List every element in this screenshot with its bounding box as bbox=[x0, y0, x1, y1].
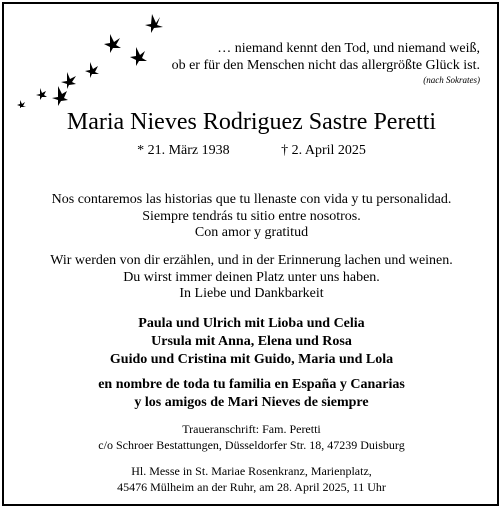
service-line: Hl. Messe in St. Mariae Rosenkranz, Marienplatz, bbox=[131, 464, 372, 478]
family-line: Guido und Cristina mit Guido, Maria und Lola bbox=[109, 352, 394, 367]
deceased-name: Maria Nieves Rodriguez Sastre Peretti bbox=[66, 109, 437, 135]
family-list bbox=[0, 315, 503, 369]
motto-line: ob er für den Menschen nicht das allergrößte Glück ist. bbox=[171, 58, 480, 73]
mourning-address bbox=[0, 421, 503, 453]
address-line: c/o Schroer Bestattungen, Düsseldorfer Str. 18, 47239 Duisburg bbox=[98, 438, 405, 452]
service-line: 45476 Mülheim an der Ruhr, am 28. April 2025, 11 Uhr bbox=[117, 480, 386, 494]
message-line: In Liebe und Dankbarkeit bbox=[179, 286, 324, 301]
message-line: Wir werden von dir erzählen, und in der Erinnerung lachen und weinen. bbox=[50, 253, 453, 268]
motto-line: … niemand kennt den Tod, und niemand weiß, bbox=[217, 41, 480, 56]
flying-birds-icon bbox=[12, 8, 182, 108]
message-line: Siempre tendrás tu sitio entre nosotros. bbox=[142, 208, 361, 224]
message-line: Nos contaremos las historias que tu llenaste con vida y tu personalidad. bbox=[51, 192, 452, 207]
death-date: † 2. April 2025 bbox=[281, 143, 366, 158]
motto-quote bbox=[160, 40, 480, 86]
german-message bbox=[0, 253, 503, 303]
family-line: Paula und Ulrich mit Lioba und Celia bbox=[138, 316, 365, 331]
message-line: Con amor y gratitud bbox=[194, 225, 309, 240]
family-line: Ursula mit Anna, Elena und Rosa bbox=[151, 334, 352, 349]
motto-source: (nach Sokrates) bbox=[423, 75, 480, 85]
message-line: Du wirst immer deinen Platz unter uns haben. bbox=[123, 269, 380, 285]
birth-date: * 21. März 1938 bbox=[137, 143, 230, 158]
life-dates bbox=[0, 142, 503, 159]
service-info bbox=[0, 463, 503, 495]
address-line: Traueranschrift: Fam. Peretti bbox=[182, 422, 321, 436]
extended-family bbox=[0, 376, 503, 412]
extended-family-line: en nombre de toda tu familia en España y Canarias bbox=[98, 377, 405, 392]
extended-family-line: y los amigos de Mari Nieves de siempre bbox=[134, 395, 369, 410]
spanish-message bbox=[0, 192, 503, 242]
